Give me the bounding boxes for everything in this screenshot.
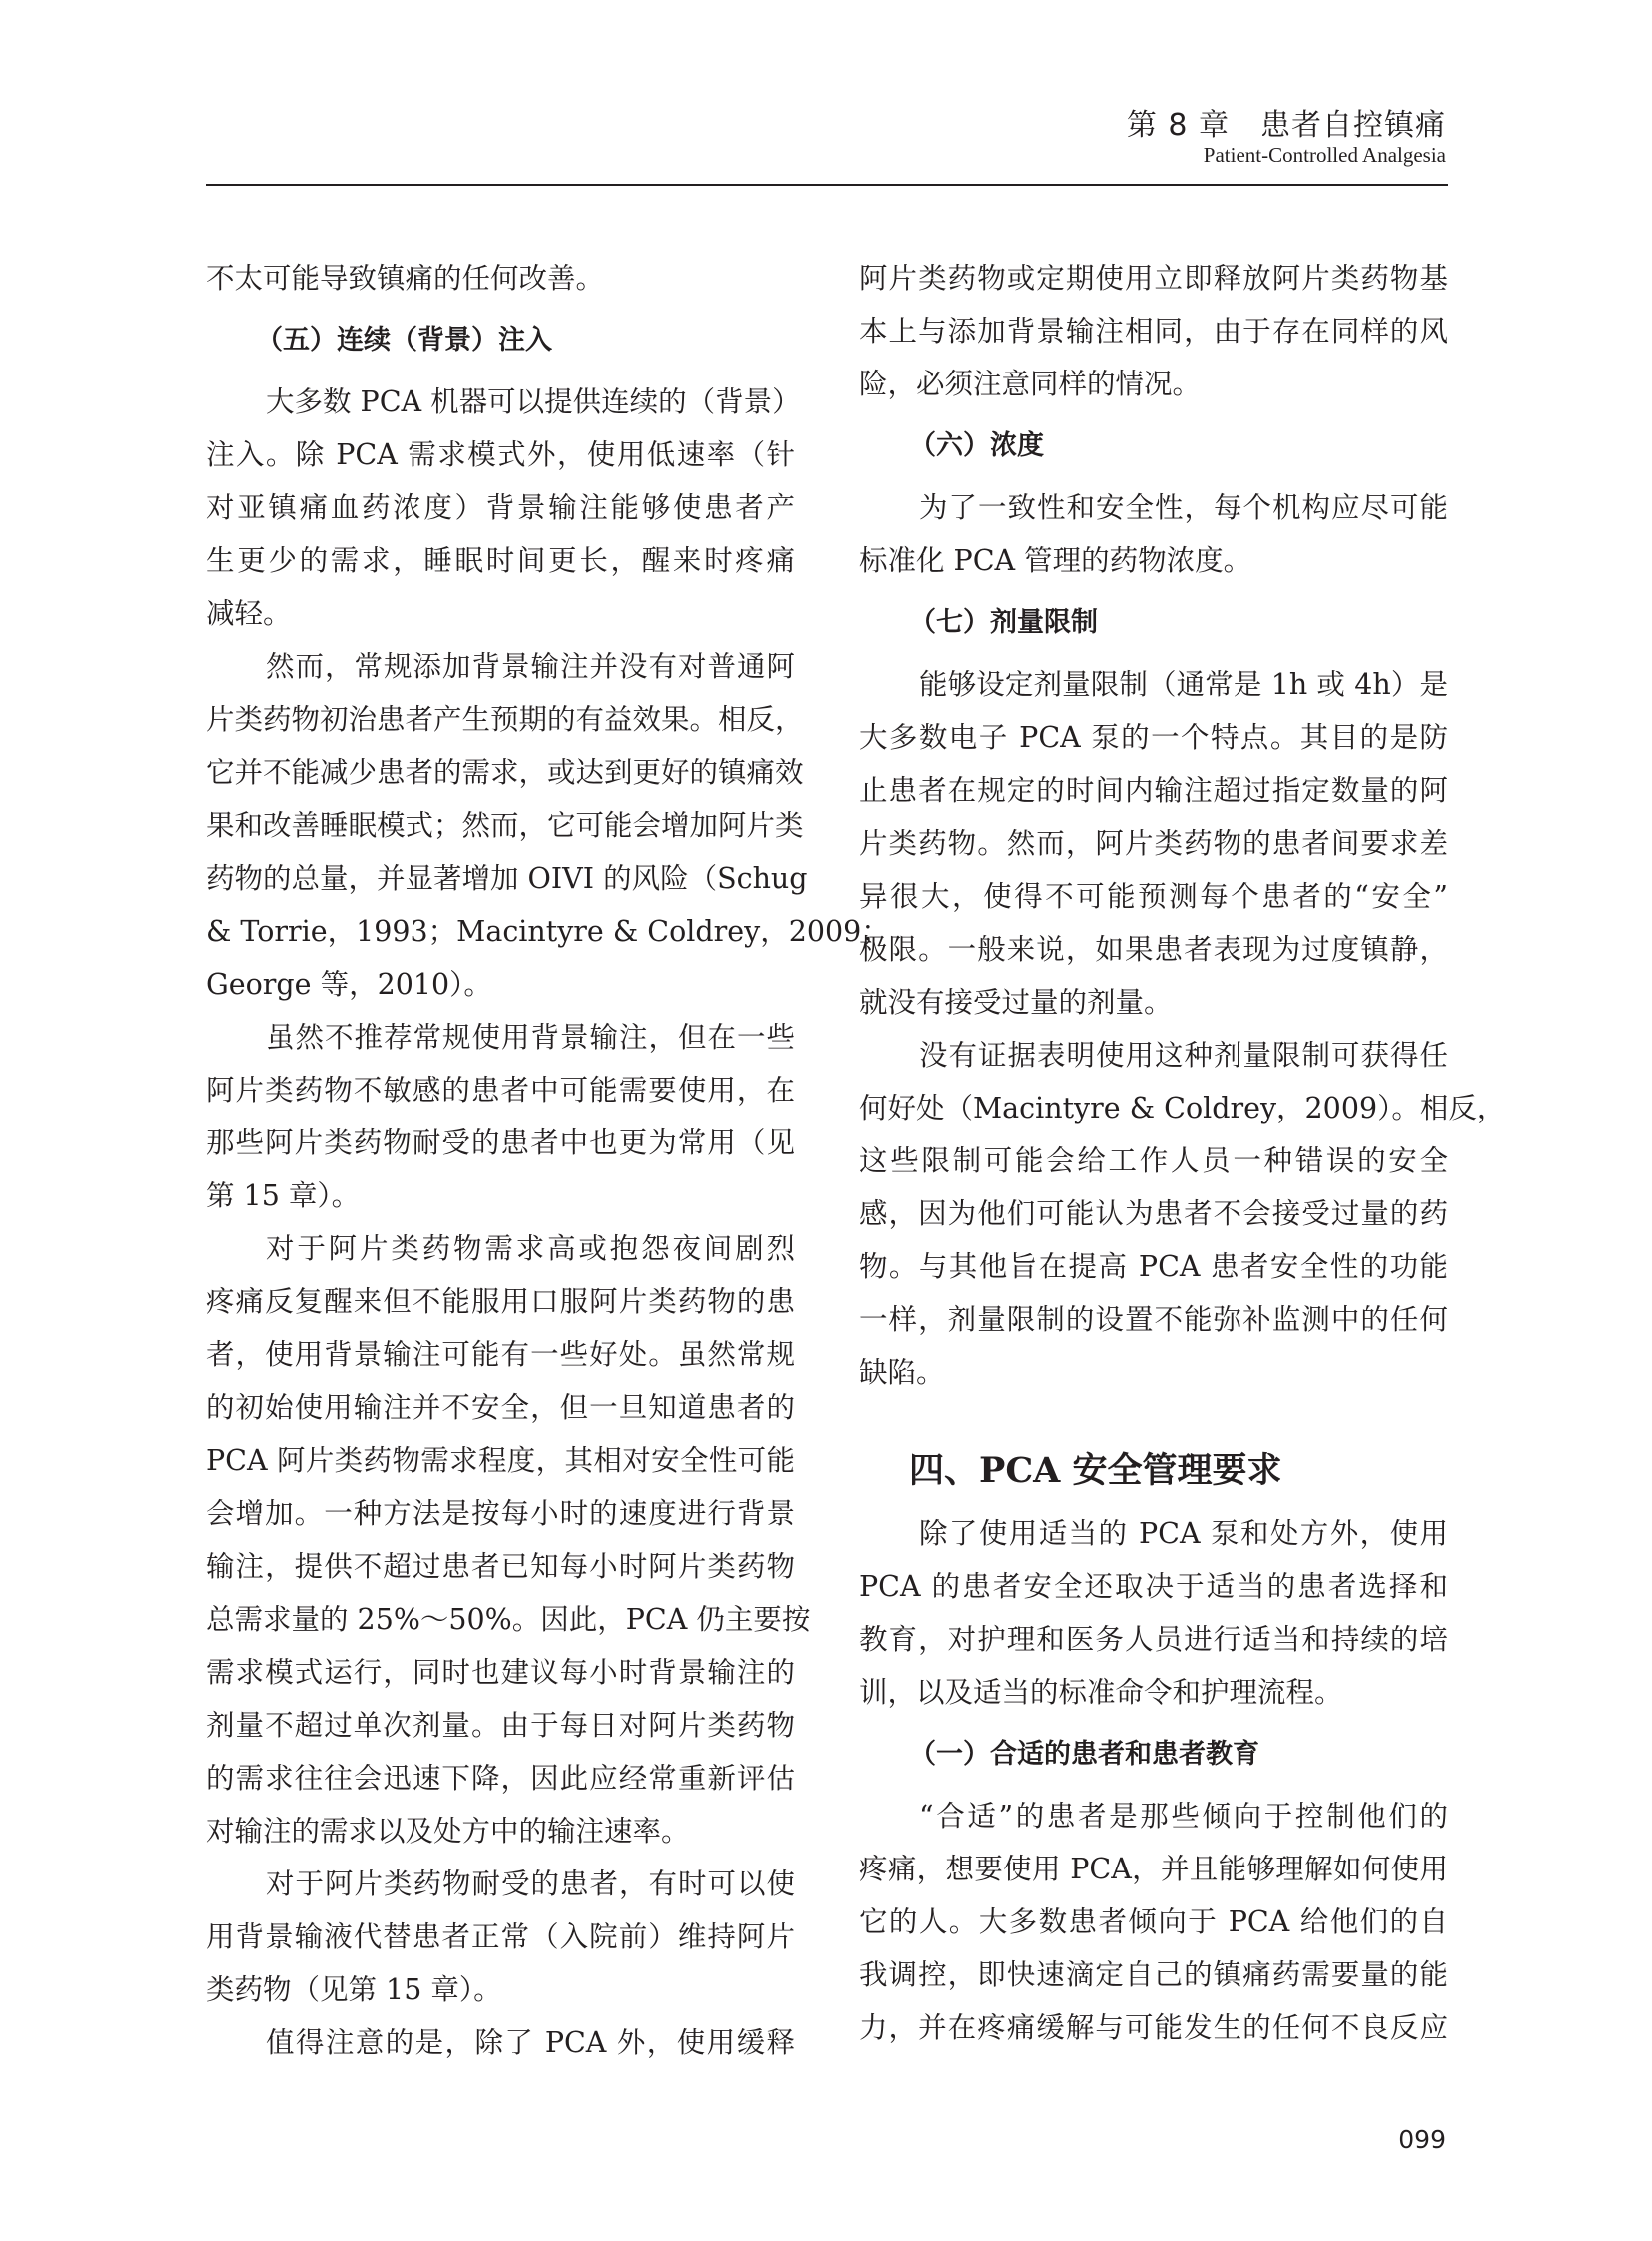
paragraph (206, 640, 890, 1011)
text-line: 对亚镇痛血药浓度）背景输注能够使患者产 (206, 491, 795, 524)
text-line: 然而，常规添加背景输注并没有对普通阿 (266, 650, 795, 683)
section-heading: （五）连续（背景）注入 (256, 325, 552, 356)
text-line: 第 15 章）。 (206, 1179, 361, 1212)
paragraph (859, 1029, 1506, 1399)
text-line: 本上与添加背景输注相同，由于存在同样的风 (859, 315, 1448, 348)
text-line: 大多数 PCA 机器可以提供连续的（背景） (266, 385, 801, 418)
text-line: 疼痛，想要使用 PCA，并且能够理解如何使用 (859, 1853, 1448, 1885)
text-line: 一样，剂量限制的设置不能弥补监测中的任何 (859, 1303, 1448, 1336)
text-line: 者，使用背景输注可能有一些好处。虽然常规 (206, 1338, 795, 1371)
page-header (0, 0, 1652, 190)
text-line: 训，以及适当的标准命令和护理流程。 (859, 1676, 1343, 1709)
text-line: 缺陷。 (859, 1356, 945, 1389)
text-line: PCA 的患者安全还取决于适当的患者选择和 (859, 1570, 1448, 1603)
text-line: 为了一致性和安全性，每个机构应尽可能 (919, 491, 1448, 524)
chapter-section-heading: 四、PCA 安全管理要求 (909, 1450, 1282, 1491)
text-line: 物。与其他旨在提高 PCA 患者安全性的功能 (859, 1250, 1448, 1283)
text-line: 这些限制可能会给工作人员一种错误的安全 (859, 1144, 1448, 1177)
text-line: 何好处（Macintyre & Coldrey，2009）。相反， (859, 1092, 1506, 1124)
text-line: 除了使用适当的 PCA 泵和处方外，使用 (919, 1517, 1448, 1550)
right-column (859, 252, 1506, 2054)
text-line: 阿片类药物不敏感的患者中可能需要使用，在 (206, 1074, 795, 1107)
text-line: 疼痛反复醒来但不能服用口服阿片类药物的患 (206, 1285, 795, 1318)
text-line: 片类药物。然而，阿片类药物的患者间要求差 (859, 827, 1448, 860)
section-heading: （六）浓度 (909, 430, 1044, 461)
text-line: 它的人。大多数患者倾向于 PCA 给他们的自 (859, 1905, 1448, 1938)
header-divider (206, 184, 1448, 186)
text-line: 对于阿片类药物需求高或抱怨夜间剧烈 (266, 1232, 795, 1265)
paragraph (859, 481, 1448, 587)
paragraph (206, 2016, 795, 2069)
text-line: 片类药物初治患者产生预期的有益效果。相反， (206, 703, 804, 736)
text-line: 的需求往往会迅速下降，因此应经常重新评估 (206, 1762, 795, 1795)
text-line: 标准化 PCA 管理的药物浓度。 (859, 544, 1252, 577)
paragraph (206, 1011, 795, 1222)
paragraph (859, 252, 1448, 410)
paragraph (859, 658, 1448, 1029)
text-line: 能够设定剂量限制（通常是 1h 或 4h）是 (919, 668, 1448, 701)
chapter-subtitle: Patient-Controlled Analgesia (1203, 143, 1446, 167)
text-line: 药物的总量，并显著增加 OIVI 的风险（Schug (206, 862, 808, 895)
text-line: 需求模式运行，同时也建议每小时背景输注的 (206, 1656, 795, 1689)
paragraph (859, 1507, 1448, 1719)
text-line: 的初始使用输注并不安全，但一旦知道患者的 (206, 1391, 795, 1424)
text-line: 它并不能减少患者的需求，或达到更好的镇痛效 (206, 756, 804, 789)
text-line: PCA 阿片类药物需求程度，其相对安全性可能 (206, 1444, 795, 1477)
text-line: 阿片类药物或定期使用立即释放阿片类药物基 (859, 262, 1448, 295)
text-line: 类药物（见第 15 章）。 (206, 1973, 502, 2006)
paragraph (859, 1790, 1448, 2054)
text-line: 虽然不推荐常规使用背景输注，但在一些 (266, 1021, 795, 1054)
section-heading: （七）剂量限制 (909, 607, 1098, 638)
text-line: 注入。除 PCA 需求模式外，使用低速率（针 (206, 438, 795, 471)
text-line: 那些阿片类药物耐受的患者中也更为常用（见 (206, 1126, 795, 1159)
paragraph (206, 1858, 795, 2016)
text-line: 输注，提供不超过患者已知每小时阿片类药物 (206, 1550, 795, 1583)
text-line: 值得注意的是，除了 PCA 外，使用缓释 (266, 2026, 795, 2059)
text-line: 力，并在疼痛缓解与可能发生的任何不良反应 (859, 2011, 1448, 2044)
text-line: 会增加。一种方法是按每小时的速度进行背景 (206, 1497, 795, 1530)
text-line: & Torrie，1993；Macintyre & Coldrey，2009； (206, 915, 890, 948)
text-line: 对输注的需求以及处方中的输注速率。 (206, 1815, 690, 1848)
page-number: 099 (1398, 2125, 1446, 2154)
text-line: 感，因为他们可能认为患者不会接受过量的药 (859, 1197, 1448, 1230)
text-line: 教育，对护理和医务人员进行适当和持续的培 (859, 1623, 1448, 1656)
text-line: George 等，2010）。 (206, 968, 492, 1001)
text-line: 险，必须注意同样的情况。 (859, 368, 1202, 400)
text-line: “合适”的患者是那些倾向于控制他们的 (919, 1800, 1448, 1833)
text-line: 对于阿片类药物耐受的患者，有时可以使 (266, 1868, 795, 1900)
text-line: 总需求量的 25%～50%。因此，PCA 仍主要按 (206, 1603, 811, 1636)
text-line: 剂量不超过单次剂量。由于每日对阿片类药物 (206, 1709, 795, 1742)
paragraph (206, 1222, 811, 1858)
text-line: 用背景输液代替患者正常（入院前）维持阿片 (206, 1920, 795, 1953)
text-line: 异很大，使得不可能预测每个患者的“安全” (859, 880, 1448, 913)
text-line: 减轻。 (206, 597, 292, 630)
chapter-title: 第 8 章 患者自控镇痛 (1126, 108, 1446, 143)
text-line: 大多数电子 PCA 泵的一个特点。其目的是防 (859, 721, 1448, 754)
paragraph (206, 252, 795, 305)
text-line: 止患者在规定的时间内输注超过指定数量的阿 (859, 774, 1448, 807)
text-line: 没有证据表明使用这种剂量限制可获得任 (919, 1039, 1448, 1072)
paragraph (206, 375, 801, 640)
text-line: 极限。一般来说，如果患者表现为过度镇静， (859, 933, 1448, 966)
text-line: 不太可能导致镇痛的任何改善。 (206, 262, 605, 295)
text-line: 就没有接受过量的剂量。 (859, 986, 1173, 1019)
left-column (206, 252, 890, 2069)
section-heading: （一）合适的患者和患者教育 (909, 1739, 1259, 1770)
text-line: 我调控，即快速滴定自己的镇痛药需要量的能 (859, 1958, 1448, 1991)
text-line: 果和改善睡眠模式；然而，它可能会增加阿片类 (206, 809, 804, 842)
text-line: 生更少的需求，睡眠时间更长，醒来时疼痛 (206, 544, 795, 577)
